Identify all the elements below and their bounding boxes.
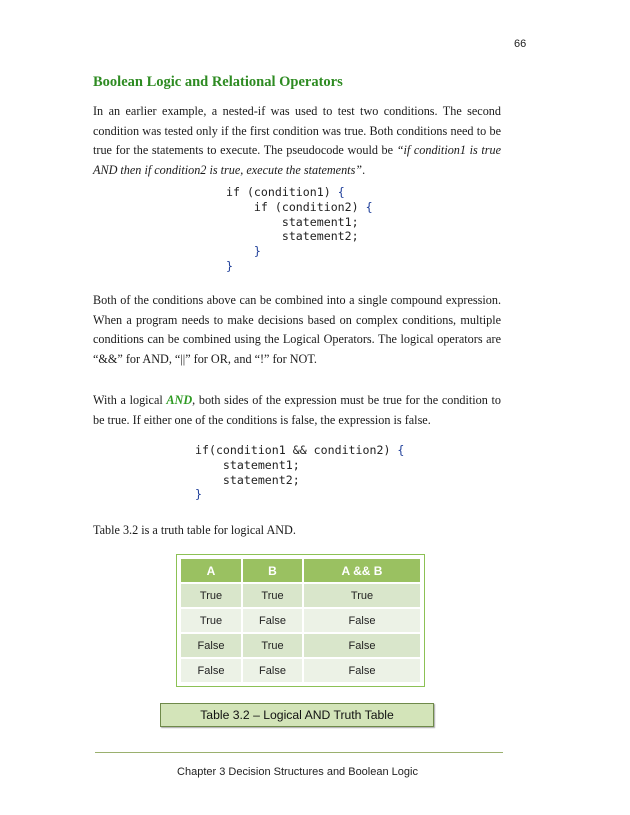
table-cell: False bbox=[304, 609, 420, 632]
and-text-post: , both sides of the expression must be true for the condition to be true. If either one of the conditions is false, the expression is false. bbox=[93, 393, 501, 427]
table-cell: True bbox=[243, 634, 302, 657]
code-brace: { bbox=[337, 185, 345, 199]
compound-if-code bbox=[195, 443, 404, 502]
and-emphasis: AND bbox=[166, 393, 193, 407]
table-intro-text: Table 3.2 is a truth table for logical AND. bbox=[93, 523, 296, 537]
column-header-a-and-b: A && B bbox=[304, 559, 420, 582]
truth-table bbox=[176, 554, 425, 687]
table-cell: False bbox=[181, 659, 241, 682]
table-cell: False bbox=[304, 659, 420, 682]
table-cell: False bbox=[243, 609, 302, 632]
code-line: statement2; bbox=[226, 229, 359, 244]
code-line: statement1; bbox=[226, 214, 359, 229]
table-row bbox=[181, 584, 420, 607]
operators-text: Both of the conditions above can be combined into a single compound expression. When a program needs to make decisions based on complex conditions, multiple conditions can be combined using the Logical Operators. The logical operators are “&&” for AND, “||” for OR, and “!” for NOT. bbox=[93, 293, 501, 366]
page-number: 66 bbox=[514, 38, 527, 50]
column-header-a: A bbox=[181, 559, 241, 582]
code-line: if (condition2) bbox=[226, 199, 366, 214]
intro-paragraph bbox=[93, 102, 501, 180]
code-line: statement2; bbox=[195, 472, 300, 487]
and-text-pre: With a logical bbox=[93, 393, 167, 407]
code-brace: } bbox=[195, 487, 202, 502]
table-cell: True bbox=[304, 584, 420, 607]
code-brace: } bbox=[226, 258, 233, 273]
code-line: if (condition1) bbox=[226, 185, 338, 199]
table-intro bbox=[93, 521, 501, 541]
and-paragraph bbox=[93, 391, 501, 430]
table-cell: True bbox=[181, 609, 241, 632]
intro-text: In an earlier example, a nested-if was used to test two conditions. The second condition was tested only if the first condition was true. Both conditions need to be true for the statements to execute. The pseudocode would be bbox=[93, 104, 501, 157]
operators-paragraph bbox=[93, 291, 501, 369]
chapter-footer: Chapter 3 Decision Structures and Boolean Logic bbox=[177, 766, 418, 778]
code-line: statement1; bbox=[195, 457, 300, 472]
table-caption: Table 3.2 – Logical AND Truth Table bbox=[160, 703, 434, 727]
table-row bbox=[181, 659, 420, 682]
nested-if-code bbox=[226, 185, 373, 274]
table-cell: False bbox=[181, 634, 241, 657]
table-row bbox=[181, 609, 420, 632]
code-brace: { bbox=[365, 199, 373, 214]
table-cell: True bbox=[181, 584, 241, 607]
table-cell: False bbox=[243, 659, 302, 682]
table-row bbox=[181, 634, 420, 657]
section-heading: Boolean Logic and Relational Operators bbox=[93, 74, 343, 90]
pseudocode-quote: “if condition1 is true AND then if condition2 is true, execute the statements” bbox=[93, 143, 501, 177]
table-cell: False bbox=[304, 634, 420, 657]
code-line: if(condition1 && condition2) bbox=[195, 443, 398, 457]
table-cell: True bbox=[243, 584, 302, 607]
intro-end: . bbox=[362, 162, 366, 177]
code-brace: { bbox=[397, 443, 405, 457]
column-header-b: B bbox=[243, 559, 302, 582]
code-brace: } bbox=[253, 244, 261, 259]
footer-divider bbox=[95, 752, 503, 753]
